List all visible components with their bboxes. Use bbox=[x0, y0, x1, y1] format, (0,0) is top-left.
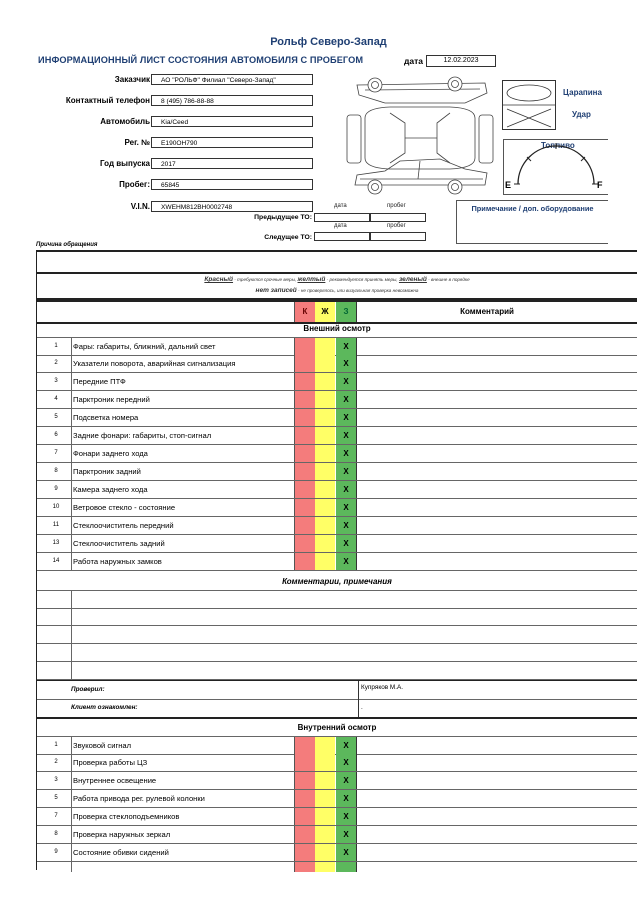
status-red-cell[interactable] bbox=[294, 790, 315, 807]
row-name: Ветровое стекло - состояние bbox=[71, 499, 175, 516]
comment-cell[interactable] bbox=[358, 409, 637, 426]
table-row bbox=[37, 373, 637, 391]
row-name-empty bbox=[71, 862, 73, 872]
row-name: Внутреннее освещение bbox=[71, 772, 156, 789]
status-red-cell[interactable] bbox=[294, 772, 315, 789]
row-number: 13 bbox=[52, 540, 60, 546]
comment-cell[interactable] bbox=[358, 355, 637, 372]
inspection-table bbox=[36, 300, 637, 870]
status-green-cell[interactable]: X bbox=[336, 790, 357, 807]
row-name: Работа привода рег. рулевой колонки bbox=[71, 790, 205, 807]
status-green-cell[interactable]: X bbox=[336, 754, 357, 771]
col-k: К bbox=[294, 302, 315, 322]
status-yellow-cell[interactable] bbox=[315, 355, 335, 372]
comment-line[interactable] bbox=[37, 644, 637, 662]
checked-value[interactable]: Купряков М.А. bbox=[358, 681, 403, 699]
row-name: Парктроник передний bbox=[71, 391, 150, 408]
row-number: 8 bbox=[54, 831, 58, 837]
row-number: 7 bbox=[54, 450, 58, 456]
comment-cell[interactable] bbox=[358, 553, 637, 570]
external-section-title: Внешний осмотр bbox=[303, 324, 371, 333]
legend-none-desc: - не проверялось, или визуальная проверка невозможна bbox=[296, 288, 419, 293]
comment-cell[interactable] bbox=[358, 391, 637, 408]
status-green-cell[interactable] bbox=[336, 862, 357, 872]
table-row bbox=[37, 826, 637, 844]
comment-cell[interactable] bbox=[358, 754, 637, 771]
row-number: 2 bbox=[54, 759, 58, 765]
row-number: 5 bbox=[54, 795, 58, 801]
status-yellow-cell[interactable] bbox=[315, 808, 335, 825]
table-row bbox=[37, 499, 637, 517]
status-green-cell[interactable]: X bbox=[336, 445, 357, 462]
status-red-cell[interactable] bbox=[294, 535, 315, 552]
legend-none: нет записей bbox=[255, 287, 297, 294]
scratch-ellipse-icon bbox=[503, 81, 555, 129]
comment-cell[interactable] bbox=[358, 481, 637, 498]
table-row bbox=[37, 337, 637, 356]
client-value[interactable]: . bbox=[358, 699, 363, 717]
comment-line[interactable] bbox=[37, 626, 637, 644]
status-red-cell[interactable] bbox=[294, 463, 315, 480]
phone-field[interactable]: 8 (495) 786-88-88 bbox=[151, 95, 313, 106]
row-number: 7 bbox=[54, 813, 58, 819]
status-yellow-cell[interactable] bbox=[315, 445, 335, 462]
comment-cell[interactable] bbox=[358, 338, 637, 355]
status-green-cell[interactable]: X bbox=[336, 463, 357, 480]
status-yellow-cell[interactable] bbox=[315, 790, 335, 807]
table-row bbox=[37, 736, 637, 755]
status-green-cell[interactable]: X bbox=[336, 737, 357, 754]
car-field[interactable]: Kia/Ceed bbox=[151, 116, 313, 127]
comment-line-field[interactable] bbox=[71, 662, 73, 679]
status-green-cell[interactable]: X bbox=[336, 772, 357, 789]
table-row bbox=[37, 355, 637, 373]
comments-title: Комментарии, примечания bbox=[282, 577, 392, 586]
table-row bbox=[37, 427, 637, 445]
table-row bbox=[37, 844, 637, 862]
year-field[interactable]: 2017 bbox=[151, 158, 313, 169]
reason-field[interactable] bbox=[36, 250, 637, 274]
comment-line[interactable] bbox=[37, 590, 637, 609]
row-name: Задние фонари: габариты, стоп-сигнал bbox=[71, 427, 211, 444]
row-number: 1 bbox=[54, 742, 58, 748]
fuel-gauge[interactable] bbox=[503, 139, 608, 195]
status-yellow-cell[interactable] bbox=[315, 535, 335, 552]
client-label: Клиент ознакомлен: bbox=[71, 704, 138, 711]
vin-label: V.I.N. bbox=[130, 202, 150, 211]
status-red-cell[interactable] bbox=[294, 808, 315, 825]
status-yellow-cell[interactable] bbox=[315, 481, 335, 498]
legend-yellow-desc: - рекомендуется принять меры, bbox=[325, 277, 399, 282]
status-yellow-cell[interactable] bbox=[315, 862, 335, 872]
fuel-title: Топливо bbox=[541, 141, 575, 150]
reg-label: Рег. № bbox=[124, 138, 150, 147]
phone-label: Контактный телефон bbox=[65, 96, 150, 105]
status-green-cell[interactable]: X bbox=[336, 338, 357, 355]
row-name: Указатели поворота, аварийная сигнализация bbox=[71, 355, 235, 372]
row-name: Стеклоочиститель задний bbox=[71, 535, 165, 552]
row-number: 14 bbox=[52, 558, 60, 564]
row-name: Работа наружных замков bbox=[71, 553, 162, 570]
prev-to-mileage-field[interactable] bbox=[370, 213, 426, 222]
comment-line-field[interactable] bbox=[71, 608, 73, 625]
comment-cell[interactable] bbox=[358, 445, 637, 462]
status-red-cell[interactable] bbox=[294, 409, 315, 426]
row-name: Проверка стеклоподъемников bbox=[71, 808, 179, 825]
status-yellow-cell[interactable] bbox=[315, 499, 335, 516]
table-row bbox=[37, 553, 637, 571]
row-number: 2 bbox=[54, 360, 58, 366]
status-yellow-cell[interactable] bbox=[315, 409, 335, 426]
status-green-cell[interactable]: X bbox=[336, 373, 357, 390]
row-number: 3 bbox=[54, 378, 58, 384]
mileage-label: Пробег: bbox=[119, 180, 150, 189]
comment-cell[interactable] bbox=[358, 772, 637, 789]
row-number: 5 bbox=[54, 414, 58, 420]
comment-line[interactable] bbox=[37, 662, 637, 680]
table-row bbox=[37, 517, 637, 535]
row-number: 8 bbox=[54, 468, 58, 474]
row-number: 9 bbox=[54, 486, 58, 492]
col-comment: Комментарий bbox=[460, 307, 514, 316]
status-green-cell[interactable]: X bbox=[336, 391, 357, 408]
row-name: Фонари заднего хода bbox=[71, 445, 148, 462]
status-green-cell[interactable]: X bbox=[336, 427, 357, 444]
row-name: Проверка работы ЦЗ bbox=[71, 754, 147, 771]
comment-line-field[interactable] bbox=[71, 644, 73, 661]
reg-field[interactable]: Е190ОН790 bbox=[151, 137, 313, 148]
row-number: 6 bbox=[54, 432, 58, 438]
checked-row bbox=[37, 680, 637, 700]
legend-green: зеленый bbox=[398, 276, 427, 283]
row-name: Передние ПТФ bbox=[71, 373, 126, 390]
table-row bbox=[37, 772, 637, 790]
comment-line-field[interactable] bbox=[71, 591, 73, 608]
table-row bbox=[37, 808, 637, 826]
comment-cell[interactable] bbox=[358, 790, 637, 807]
comment-cell[interactable] bbox=[358, 535, 637, 552]
status-yellow-cell[interactable] bbox=[315, 463, 335, 480]
status-red-cell[interactable] bbox=[294, 499, 315, 516]
row-name: Камера заднего хода bbox=[71, 481, 148, 498]
status-yellow-cell[interactable] bbox=[315, 737, 335, 754]
status-red-cell[interactable] bbox=[294, 391, 315, 408]
status-red-cell[interactable] bbox=[294, 517, 315, 534]
status-red-cell[interactable] bbox=[294, 844, 315, 861]
year-label: Год выпуска bbox=[100, 159, 150, 168]
comment-cell[interactable] bbox=[358, 808, 637, 825]
status-red-cell[interactable] bbox=[294, 427, 315, 444]
status-yellow-cell[interactable] bbox=[315, 553, 335, 570]
row-number: 9 bbox=[54, 849, 58, 855]
table-row bbox=[37, 391, 637, 409]
status-red-cell[interactable] bbox=[294, 373, 315, 390]
mileage-field[interactable]: 65845 bbox=[151, 179, 313, 190]
status-red-cell[interactable] bbox=[294, 754, 315, 771]
next-to-date-field[interactable] bbox=[314, 232, 370, 241]
row-number: 3 bbox=[54, 777, 58, 783]
status-green-cell[interactable]: X bbox=[336, 826, 357, 843]
table-row bbox=[37, 445, 637, 463]
internal-section-title: Внутренний осмотр bbox=[297, 723, 377, 732]
table-row bbox=[37, 481, 637, 499]
status-green-cell[interactable]: X bbox=[336, 535, 357, 552]
prev-to-date-field[interactable] bbox=[314, 213, 370, 222]
comment-cell[interactable] bbox=[358, 844, 637, 861]
legend-red-desc: - требуются срочные меры, bbox=[233, 277, 298, 282]
row-name: Состояние обивки сидений bbox=[71, 844, 169, 861]
car-label: Автомобиль bbox=[100, 117, 150, 126]
fuel-empty-label: E bbox=[505, 180, 512, 190]
hit-label: Удар bbox=[572, 110, 591, 119]
status-yellow-cell[interactable] bbox=[315, 826, 335, 843]
legend-yellow: желтый bbox=[297, 276, 326, 283]
row-name: Стеклоочиститель передний bbox=[71, 517, 174, 534]
status-red-cell[interactable] bbox=[294, 338, 315, 355]
next-date-header: дата bbox=[334, 223, 347, 229]
status-yellow-cell[interactable] bbox=[315, 338, 335, 355]
row-name: Звуковой сигнал bbox=[71, 737, 131, 754]
status-green-cell[interactable]: X bbox=[336, 481, 357, 498]
table-row bbox=[37, 463, 637, 481]
damage-legend bbox=[502, 80, 556, 130]
prev-date-header: дата bbox=[334, 203, 347, 209]
legend-green-desc: - внешне в порядке bbox=[426, 277, 470, 282]
fuel-arc-icon bbox=[504, 140, 608, 194]
next-to-mileage-field[interactable] bbox=[370, 232, 426, 241]
comment-cell[interactable] bbox=[358, 427, 637, 444]
col-zh: Ж bbox=[315, 302, 335, 322]
row-name: Подсветка номера bbox=[71, 409, 138, 426]
status-green-cell[interactable]: X bbox=[336, 808, 357, 825]
note-title: Примечание / доп. оборудование bbox=[471, 204, 594, 213]
status-green-cell[interactable]: X bbox=[336, 517, 357, 534]
table-row bbox=[37, 535, 637, 553]
status-red-cell[interactable] bbox=[294, 355, 315, 372]
comment-cell[interactable] bbox=[358, 737, 637, 754]
status-yellow-cell[interactable] bbox=[315, 844, 335, 861]
status-green-cell[interactable]: X bbox=[336, 553, 357, 570]
status-red-cell[interactable] bbox=[294, 481, 315, 498]
table-row bbox=[37, 790, 637, 808]
prev-to-label: Предыдущее ТО: bbox=[254, 214, 312, 221]
date-label: дата bbox=[404, 56, 424, 66]
status-yellow-cell[interactable] bbox=[315, 517, 335, 534]
status-red-cell[interactable] bbox=[294, 553, 315, 570]
status-yellow-cell[interactable] bbox=[315, 427, 335, 444]
row-name: Фары: габариты, ближний, дальний свет bbox=[71, 338, 215, 355]
color-legend bbox=[36, 273, 637, 300]
row-number: 10 bbox=[52, 504, 60, 510]
status-red-cell[interactable] bbox=[294, 445, 315, 462]
reason-label: Причина обращения bbox=[36, 242, 98, 248]
table-header bbox=[37, 300, 637, 324]
next-mileage-header: пробег bbox=[387, 223, 406, 229]
comment-cell[interactable] bbox=[358, 826, 637, 843]
row-number: 11 bbox=[52, 522, 60, 528]
scratch-label: Царапина bbox=[563, 88, 602, 97]
note-box[interactable] bbox=[456, 200, 608, 244]
status-red-cell[interactable] bbox=[294, 737, 315, 754]
comment-line-field[interactable] bbox=[71, 626, 73, 643]
table-row-empty bbox=[37, 862, 637, 872]
status-green-cell[interactable]: X bbox=[336, 844, 357, 861]
comment-cell[interactable] bbox=[358, 499, 637, 516]
status-green-cell[interactable]: X bbox=[336, 355, 357, 372]
status-green-cell[interactable]: X bbox=[336, 499, 357, 516]
row-name: Проверка наружных зеркал bbox=[71, 826, 170, 843]
row-number: 4 bbox=[54, 396, 58, 402]
status-yellow-cell[interactable] bbox=[315, 373, 335, 390]
car-diagram-icon[interactable] bbox=[345, 73, 495, 203]
page-title: ИНФОРМАЦИОННЫЙ ЛИСТ СОСТОЯНИЯ АВТОМОБИЛЯ С ПРОБЕГОМ bbox=[38, 55, 364, 65]
prev-mileage-header: пробег bbox=[387, 203, 406, 209]
col-z: З bbox=[336, 302, 357, 322]
next-to-label: Следущее ТО: bbox=[264, 234, 312, 241]
legend-red: Красный bbox=[204, 276, 234, 283]
checked-label: Проверил: bbox=[71, 686, 105, 693]
row-number: 1 bbox=[54, 343, 58, 349]
status-red-cell[interactable] bbox=[294, 826, 315, 843]
client-row bbox=[37, 699, 637, 719]
org-title: Рольф Северо-Запад bbox=[270, 36, 387, 48]
fuel-full-label: F bbox=[597, 180, 603, 190]
table-row bbox=[37, 409, 637, 427]
table-row bbox=[37, 754, 637, 772]
date-field[interactable]: 12.02.2023 bbox=[426, 55, 496, 67]
customer-field[interactable]: АО "РОЛЬФ" Филиал "Северо-Запад" bbox=[151, 74, 313, 85]
customer-label: Заказчик bbox=[114, 75, 150, 84]
status-yellow-cell[interactable] bbox=[315, 772, 335, 789]
status-yellow-cell[interactable] bbox=[315, 391, 335, 408]
vin-field[interactable]: XWEHM812BH0002748 bbox=[151, 201, 313, 212]
comment-cell[interactable] bbox=[358, 373, 637, 390]
comment-cell[interactable] bbox=[358, 463, 637, 480]
comment-line[interactable] bbox=[37, 608, 637, 626]
row-name: Парктроник задний bbox=[71, 463, 141, 480]
comment-cell[interactable] bbox=[358, 517, 637, 534]
status-red-cell[interactable] bbox=[294, 862, 315, 872]
status-yellow-cell[interactable] bbox=[315, 754, 335, 771]
status-green-cell[interactable]: X bbox=[336, 409, 357, 426]
